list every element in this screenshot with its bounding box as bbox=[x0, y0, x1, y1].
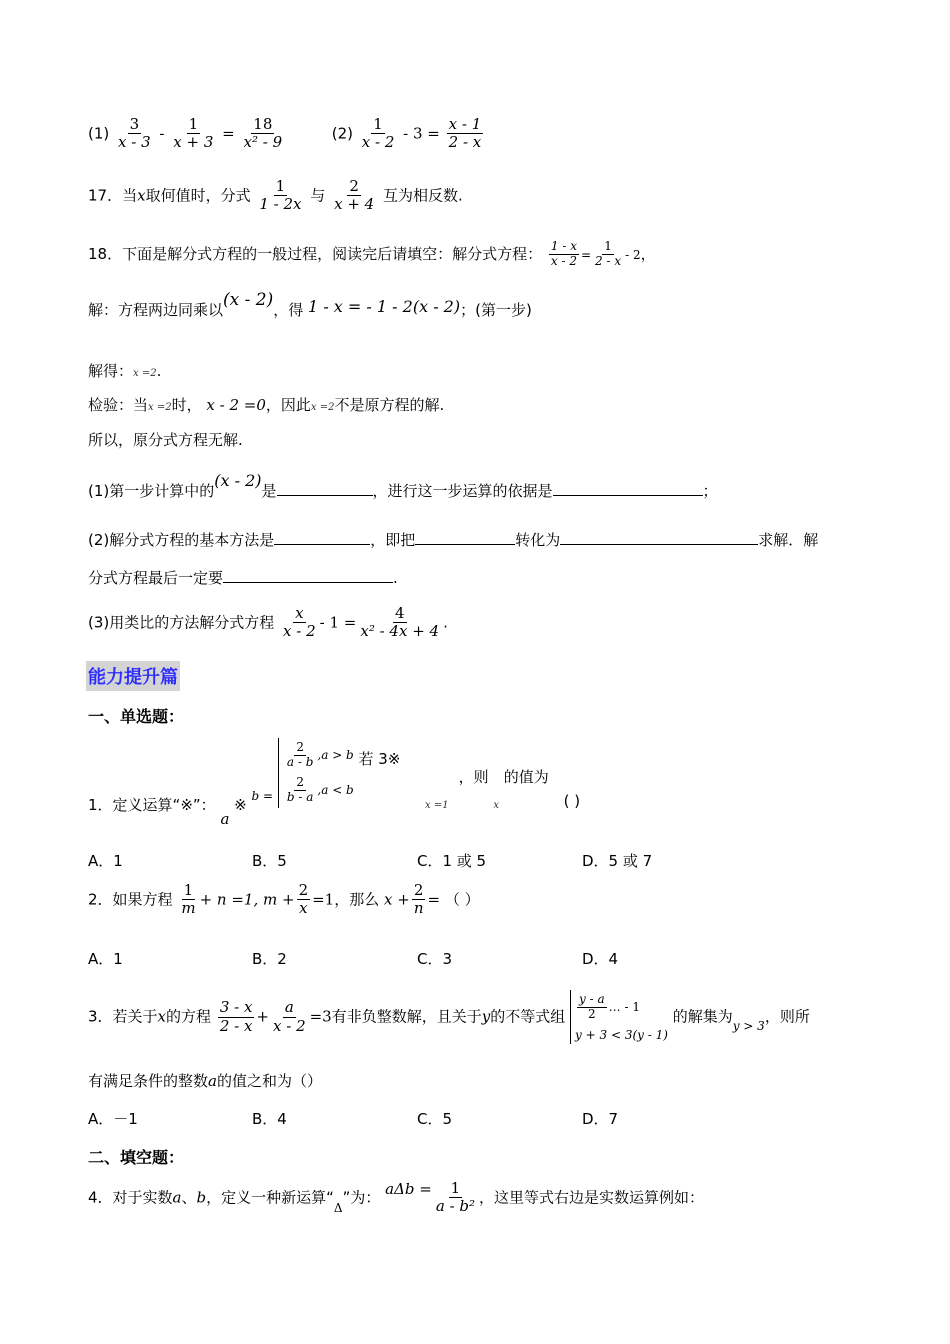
eq1-frac2: $\frac{1}{x + 3}$ bbox=[173, 115, 214, 152]
q18-part1: (1)第一步计算中的(x - 2)是 ，进行这一步运算的依据是 ； bbox=[88, 471, 718, 500]
q3-option-d[interactable]: D．7 bbox=[582, 1110, 619, 1128]
q3-option-a[interactable]: A．－1 bbox=[88, 1110, 138, 1128]
q2-frac2: $\frac{2}{x}$ bbox=[298, 881, 309, 918]
piecewise-brace: $\frac{2}{a - b}$ ,a > b $\frac{2}{b - a}$ ,a < b bbox=[278, 738, 354, 808]
answer-blank[interactable] bbox=[277, 481, 373, 496]
q2-option-b[interactable]: B．2 bbox=[252, 950, 287, 968]
q18-step2: 解得：x =2. bbox=[88, 362, 162, 380]
q1-option-d[interactable]: D．5 或 7 bbox=[582, 852, 653, 870]
question-4: 4．对于实数a、b，定义一种新运算“$_\Delta$”为： aΔb = $\frac{1}{\text{a - b²}}$ ，这里等式右边是实数运算例如： bbox=[88, 1179, 705, 1216]
q3-frac2: $\frac{a}{x - 2}$ bbox=[273, 998, 306, 1035]
q1-option-c[interactable]: C．1 或 5 bbox=[417, 852, 487, 870]
section-title: 能力提升篇 bbox=[86, 661, 180, 691]
answer-blank[interactable] bbox=[415, 530, 515, 545]
heading-single-choice: 一、单选题： bbox=[88, 707, 185, 726]
q2-frac1: $\frac{1}{m}$ bbox=[181, 881, 196, 918]
question-2: 2．如果方程 $\frac{1}{m}$ + n =1, m + $\frac{2}{x}$ =1，那么 x + $\frac{2}{n}$ = （ ） bbox=[88, 881, 480, 918]
q4-frac: $\frac{1}{\text{a - b²}}$ bbox=[435, 1179, 476, 1216]
q2-option-c[interactable]: C．3 bbox=[417, 950, 453, 968]
q18-eq-frac2: $\frac{1}{2 - x}$ bbox=[595, 239, 622, 268]
q2-frac3: $\frac{2}{n}$ bbox=[413, 881, 424, 918]
eq2-frac1: $\frac{1}{x - 2}$ bbox=[361, 115, 395, 152]
q18-part2-cont: 分式方程最后一定要 . bbox=[88, 569, 398, 587]
question-18-intro: 18．下面是解分式方程的一般过程，阅读完后请填空：解分式方程： $\frac{1 - x}{x - 2}$ = $\frac{1}{2 - x}$ - 2， bbox=[88, 239, 656, 268]
q17-frac2: $\frac{2}{x + 4}$ bbox=[334, 177, 375, 214]
eq1-label: (1) bbox=[88, 124, 110, 143]
q17-frac1: $\frac{1}{1 - 2x}$ bbox=[259, 177, 302, 214]
q1-option-a[interactable]: A．1 bbox=[88, 852, 123, 870]
q18-step3: 检验：当x =2时， x - 2 =0，因此x =2不是原方程的解. bbox=[88, 396, 445, 414]
inequality-system-brace: $\frac{y - a}{2}$ … - 1 y + 3 < 3(y - 1) bbox=[570, 990, 668, 1044]
q18-p3-frac1: $\frac{x}{x - 2}$ bbox=[283, 604, 316, 641]
q3-frac1: $\frac{3 - x}{2 - x}$ bbox=[219, 998, 253, 1035]
eq1-frac1: $\frac{3}{x - 3}$ bbox=[118, 115, 151, 152]
eq1-frac3: $\frac{18}{\text{x² - 9}}$ bbox=[243, 115, 283, 152]
answer-blank[interactable] bbox=[560, 530, 758, 545]
eq2-frac2: $\frac{x - 1}{2 - x}$ bbox=[448, 115, 482, 152]
q18-part2: (2)解分式方程的基本方法是 ，即把 转化为 求解．解 bbox=[88, 531, 819, 549]
q18-step1: 解：方程两边同乘以(x - 2)，得 1 - x = - 1 - 2(x - 2)；(第一步) bbox=[88, 290, 532, 319]
answer-blank[interactable] bbox=[274, 530, 370, 545]
q1-option-b[interactable]: B．5 bbox=[252, 852, 287, 870]
equation-row-1: (1) $\frac{3}{x - 3}$ - $\frac{1}{x + 3}$ = $\frac{18}{\text{x² - 9}}$ (2) $\frac{1}{x - 2}$ - 3 = $\frac{x - 1}{2 - x}$ bbox=[88, 115, 482, 152]
q2-option-d[interactable]: D．4 bbox=[582, 950, 619, 968]
q3-option-c[interactable]: C．5 bbox=[417, 1110, 453, 1128]
q18-step4: 所以，原分式方程无解. bbox=[88, 431, 243, 449]
heading-fill-blank: 二、填空题： bbox=[88, 1148, 185, 1167]
q1-tail: $_{x =1}$，则 $_x$ 的值为 ( ) bbox=[425, 768, 581, 811]
q3-option-b[interactable]: B．4 bbox=[252, 1110, 287, 1128]
answer-blank[interactable] bbox=[223, 568, 393, 583]
q18-eq-frac1: $\frac{1 - x}{x - 2}$ bbox=[550, 239, 577, 268]
question-1: 1．定义运算“※”： a ※ $_{b =}$ $\frac{2}{a - b}$ ,a > b $\frac{2}{b - a}$ ,a < b 若 3※ bbox=[88, 738, 400, 808]
q3-line2: 有满足条件的整数a的值之和为（） bbox=[88, 1072, 322, 1090]
answer-blank[interactable] bbox=[553, 481, 703, 496]
question-3: 3．若关于x的方程 $\frac{3 - x}{2 - x}$ + $\frac{a}{x - 2}$ =3有非负整数解，且关于y的不等式组 $\frac{y - a}{2}$ … - 1 y + 3 < 3(y - 1) 的解集为$_{y > 3}$，则所 bbox=[88, 990, 810, 1044]
question-17: 17．当x取何值时，分式 $\frac{1}{1 - 2x}$ 与 $\frac{2}{x + 4}$ 互为相反数. bbox=[88, 177, 463, 214]
eq2-label: (2) bbox=[331, 124, 353, 143]
q18-part3: (3)用类比的方法解分式方程 $\frac{x}{x - 2}$ - 1 = $\frac{4}{\text{x² - 4x + 4}}$ . bbox=[88, 604, 448, 641]
q18-p3-frac2: $\frac{4}{\text{x² - 4x + 4}}$ bbox=[360, 604, 440, 641]
q2-option-a[interactable]: A．1 bbox=[88, 950, 123, 968]
